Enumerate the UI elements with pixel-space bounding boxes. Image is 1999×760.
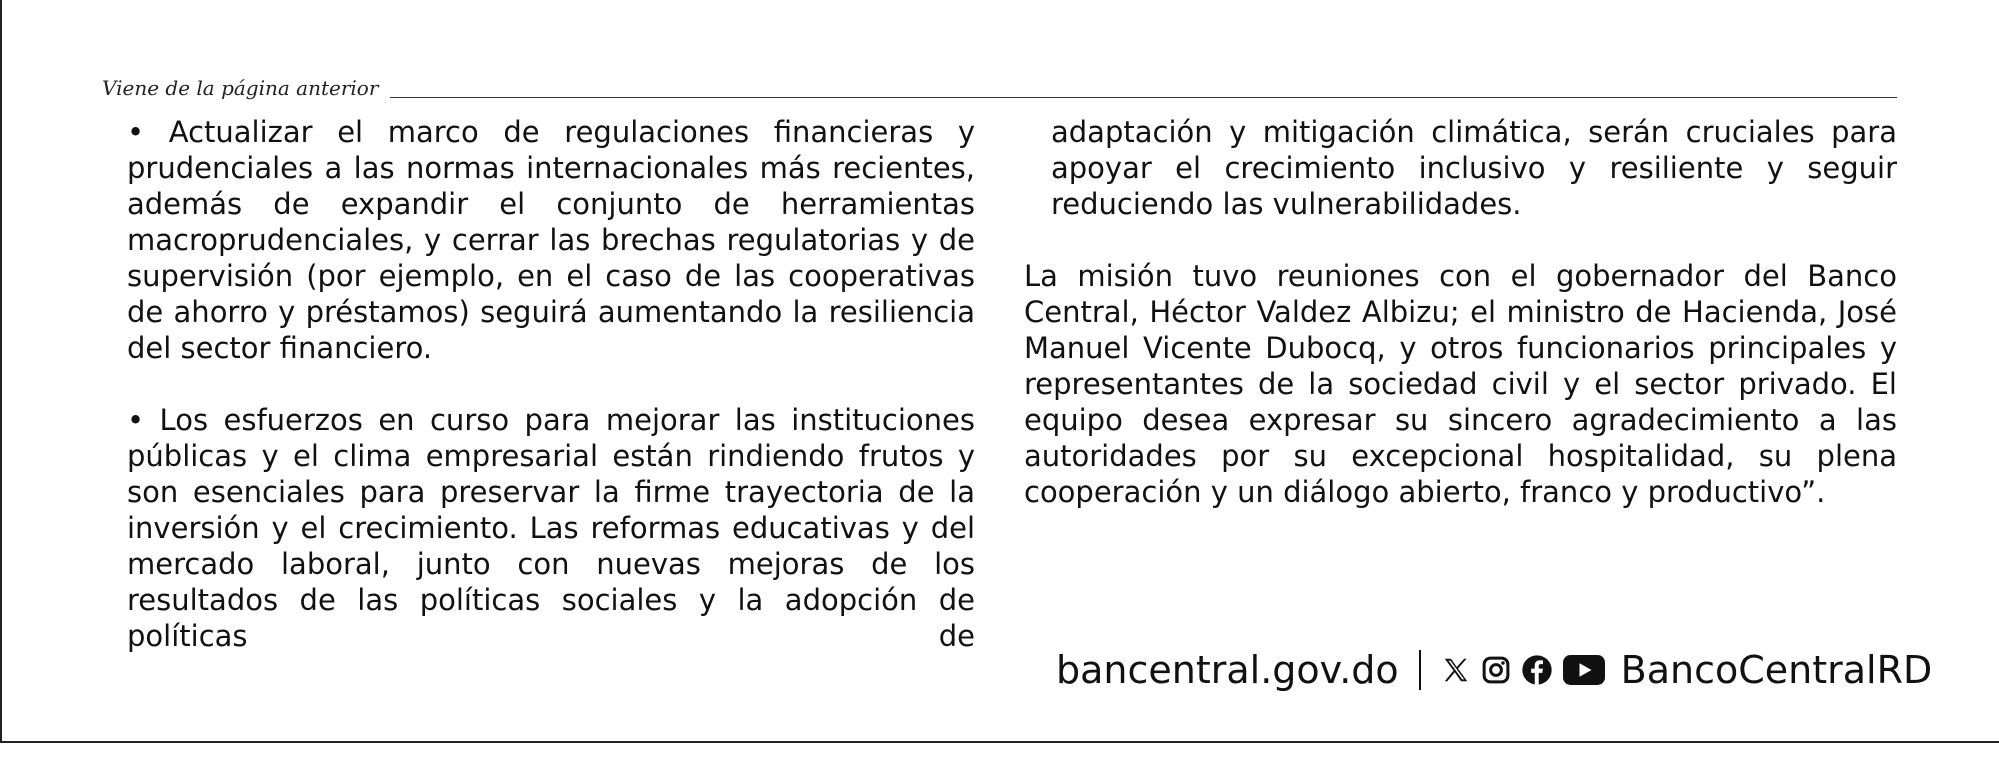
right-paragraph-2: La misión tuvo reuniones con el gobernador del Banco Central, Héctor Valdez Albizu; el ministro de Hacienda, José Manuel Vicente Dubocq, y otros funcionarios principales y representantes de la sociedad civil y el sector privado. El equipo desea expresar su sincero agradecimiento a las autoridades por su excepcional hospitalidad, su plena cooperación y un diálogo abierto, franco y productivo”.: [1024, 259, 1897, 509]
instagram-icon[interactable]: [1481, 655, 1511, 685]
right-column: [1024, 114, 1897, 510]
facebook-icon[interactable]: [1521, 654, 1553, 686]
website-link[interactable]: bancentral.gov.do: [1056, 648, 1399, 692]
continued-from-previous-label: Viene de la página anterior: [102, 76, 379, 100]
social-handle[interactable]: BancoCentralRD: [1620, 648, 1933, 692]
footer-separator: [1419, 650, 1421, 690]
left-paragraph-2: • Los esfuerzos en curso para mejorar las instituciones públicas y el clima empresarial están rindiendo frutos y son esenciales para preservar la firme trayectoria de la inversión y el crecimiento. Las reformas educativas y del mercado laboral, junto con nuevas mejoras de los resultados de las políticas sociales y la adopción de políticas de: [127, 403, 975, 653]
header-rule: [390, 97, 1897, 98]
x-icon[interactable]: [1441, 655, 1471, 685]
left-paragraph-1: • Actualizar el marco de regulaciones financieras y prudenciales a las normas internacionales más recientes, además de expandir el conjunto de herramientas macroprudenciales, y cerrar las brechas regulatorias y de supervisión (por ejemplo, en el caso de las cooperativas de ahorro y préstamos) seguirá aumentando la resiliencia del sector financiero.: [127, 115, 975, 365]
left-column: [127, 114, 975, 654]
footer-contact: [1056, 640, 1932, 700]
youtube-icon[interactable]: [1563, 655, 1605, 685]
right-paragraph-1: adaptación y mitigación climática, serán cruciales para apoyar el crecimiento inclusivo y resiliente y seguir reduciendo las vulnerabilidades.: [1051, 115, 1897, 221]
